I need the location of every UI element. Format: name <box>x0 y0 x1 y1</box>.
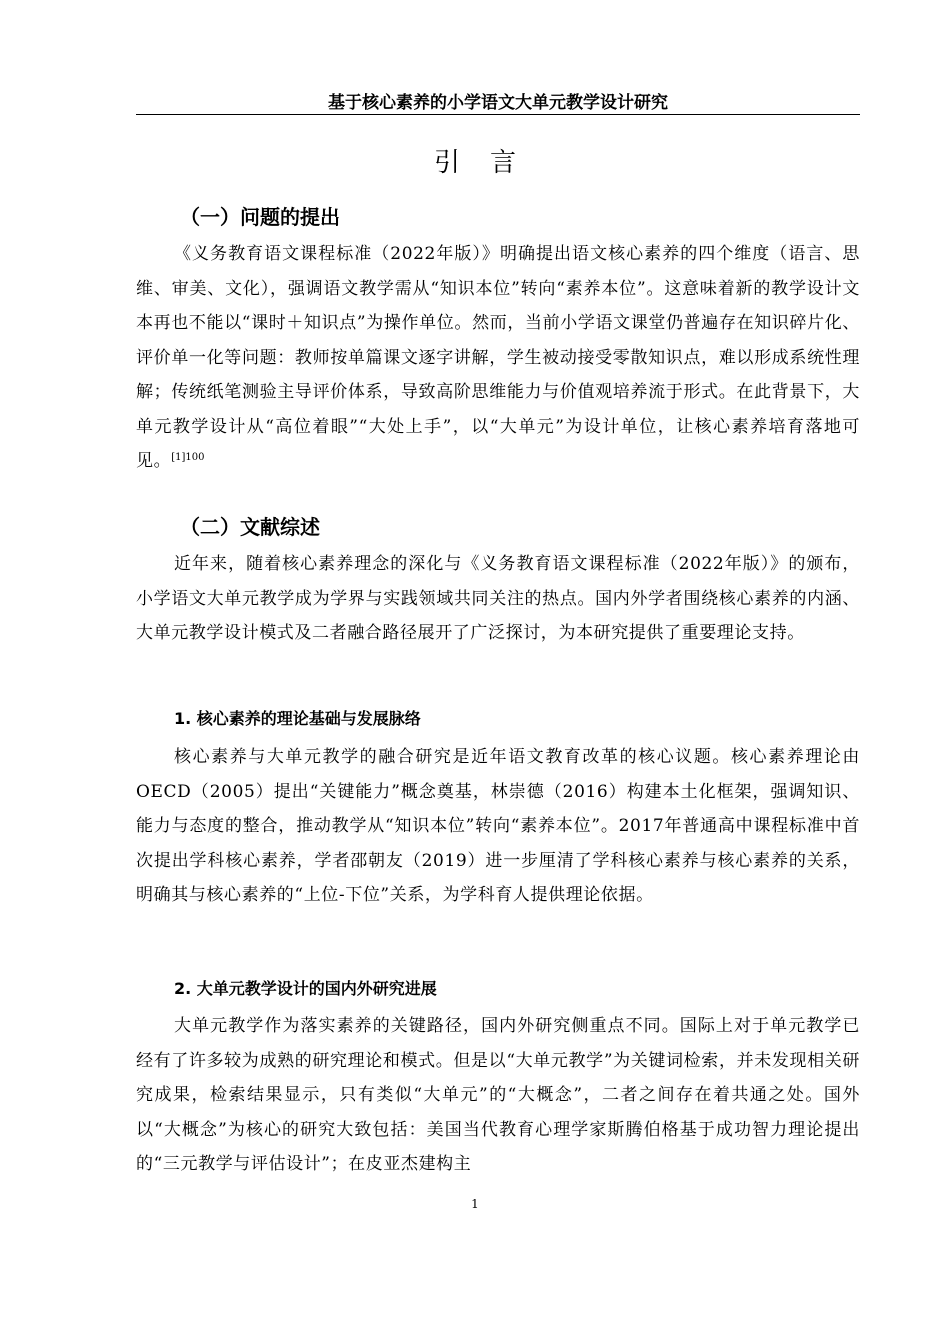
subsection-heading-unit-teaching-research: 2. 大单元教学设计的国内外研究进展 <box>174 979 437 998</box>
section-paragraph-literature-review: 近年来，随着核心素养理念的深化与《义务教育语文课程标准（2022年版）》的颁布，小学语文大单元教学成为学界与实践领域共同关注的热点。国内外学者围绕核心素养的内涵、大单元教学设计模式及二者融合路径展开了广泛探讨，为本研究提供了重要理论支持。 <box>136 554 860 643</box>
citation-marker: [1]100 <box>171 452 205 463</box>
subsection-paragraph-unit-teaching-research: 大单元教学作为落实素养的关键路径，国内外研究侧重点不同。国际上对于单元教学已经有了许多较为成熟的研究理论和模式。但是以“大单元教学”为关键词检索，并未发现相关研究成果，检索结果显示，只有类似“大单元”的“大概念”，二者之间存在着共通之处。国外以“大概念”为核心的研究大致包括：美国当代教育心理学家斯腾伯格基于成功智力理论提出的“三元教学与评估设计”；在皮亚杰建构主 <box>136 1016 860 1174</box>
page-number: 1 <box>471 1197 479 1211</box>
section-paragraph-problem <box>136 237 860 479</box>
paragraph-text: 《义务教育语文课程标准（2022年版）》明确提出语文核心素养的四个维度（语言、思维、审美、文化），强调语文教学需从“知识本位”转向“素养本位”。这意味着新的教学设计文本再也不能以“课时＋知识点”为操作单位。然而，当前小学语文课堂仍普遍存在知识碎片化、评价单一化等问题：教师按单篇课文逐字讲解，学生被动接受零散知识点，难以形成系统性理解；传统纸笔测验主导评价体系，导致高阶思维能力与价值观培养流于形式。在此背景下，大单元教学设计从“高位着眼”“大处上手”，以“大单元”为设计单位，让核心素养培育落地可见。 <box>136 244 860 471</box>
header-rule <box>136 114 860 115</box>
subsection-heading-core-literacy-theory: 1. 核心素养的理论基础与发展脉络 <box>174 709 421 728</box>
section-heading-literature-review: （二）文献综述 <box>180 515 320 539</box>
section-heading-problem: （一）问题的提出 <box>180 205 340 229</box>
running-header: 基于核心素养的小学语文大单元教学设计研究 <box>328 93 668 113</box>
subsection-paragraph-core-literacy-theory: 核心素养与大单元教学的融合研究是近年语文教育改革的核心议题。核心素养理论由OECD（2005）提出“关键能力”概念奠基，林崇德（2016）构建本土化框架，强调知识、能力与态度的整合，推动教学从“知识本位”转向“素养本位”。2017年普通高中课程标准中首次提出学科核心素养，学者邵朝友（2019）进一步厘清了学科核心素养与核心素养的关系，明确其与核心素养的“上位-下位”关系，为学科育人提供理论依据。 <box>136 747 860 905</box>
page-title: 引言 <box>433 148 546 178</box>
